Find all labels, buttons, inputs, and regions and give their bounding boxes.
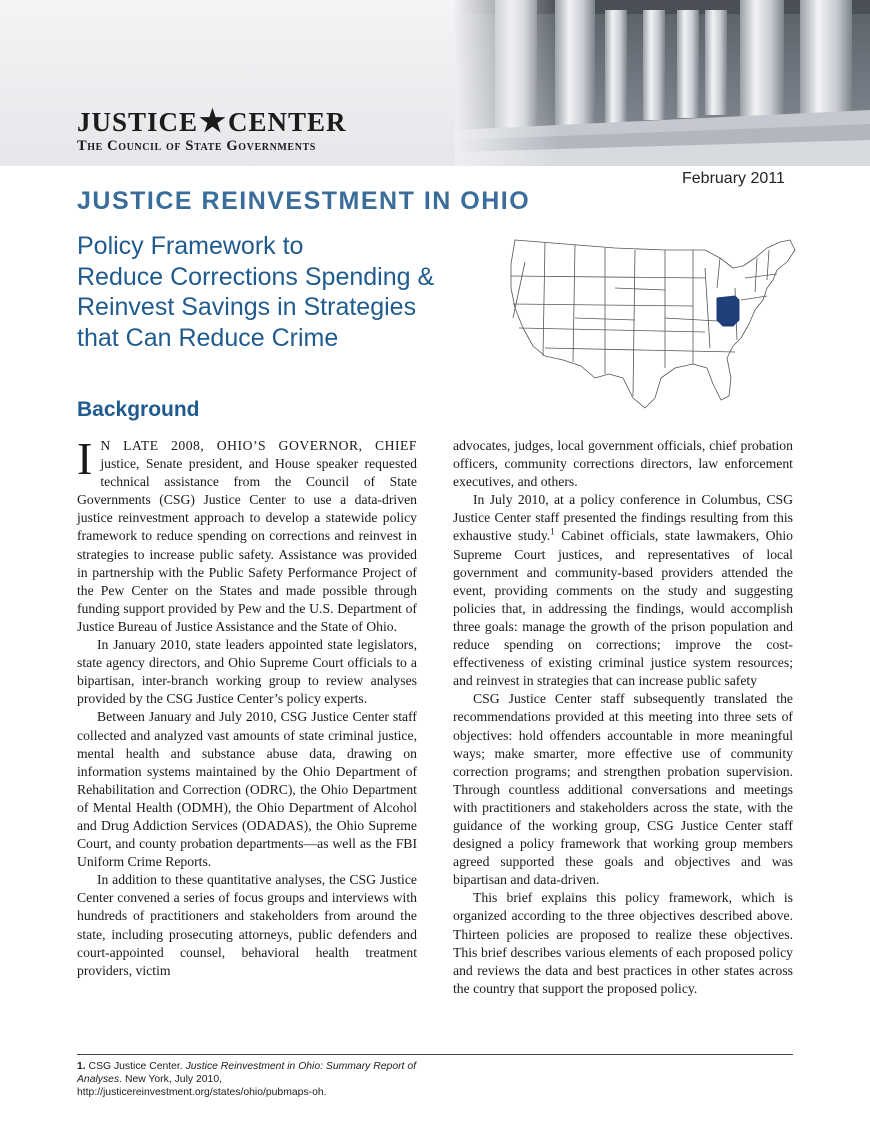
right-column	[453, 437, 793, 998]
star-icon: ★	[199, 105, 227, 138]
paragraph: Between January and July 2010, CSG Justice Center staff collected and analyzed vast amounts of state criminal justice, mental health and substance abuse data, drawing on information systems maintained by the Ohio Department of Rehabilitation and Correction (ODRC), the Ohio Department of Mental Health (ODMH), the Ohio Department of Alcohol and Drug Addiction Services (ODADAS), the Ohio Supreme Court, and county probation departments—as well as the FBI Uniform Crime Reports.	[77, 709, 417, 870]
paragraph: advocates, judges, local government officials, chief probation officers, community corrections directors, law enforcement executives, and others.	[453, 438, 793, 490]
logo-text-justice: JUSTICE	[77, 107, 199, 137]
us-outline	[511, 240, 795, 408]
title-line: Reduce Corrections Spending &	[77, 262, 435, 291]
footnote	[77, 1060, 437, 1099]
paragraph	[453, 491, 793, 690]
title-line: that Can Reduce Crime	[77, 323, 339, 352]
logo-subtitle: The Council of State Governments	[77, 138, 316, 154]
paragraph: In January 2010, state leaders appointed state legislators, state agency directors, and Ohio Supreme Court officials to a bipartisan, inter-branch working group to review analyses provided by the CSG Justice Center’s policy experts.	[77, 637, 417, 707]
left-column	[77, 433, 417, 980]
title-line: Policy Framework to	[77, 232, 304, 260]
footnote-title: Justice Reinvestment in Ohio: Summary Report of Analyses	[77, 1061, 416, 1085]
ohio-state	[717, 296, 739, 326]
paragraph-text: In July 2010, at a policy conference in Columbus, CSG Justice Center staff presented the findings resulting from this exhaustive study.	[453, 492, 793, 544]
page-title	[77, 231, 497, 353]
footnote-rest: . New York, July 2010, http://justicereinvestment.org/states/ohio/pubmaps-oh.	[77, 1074, 327, 1098]
footnote-author: CSG Justice Center.	[85, 1061, 186, 1072]
section-heading-background: Background	[77, 398, 200, 421]
paragraph-text: justice, Senate president, and House speaker requested technical assistance from the Council of State Governments (CSG) Justice Center to use a data-driven justice reinvestment approach to develop a statewide policy framework to reduce spending on corrections and reinvest in strategies to increase public safety. Assistance was provided in partnership with the Public Safety Performance Project of the Pew Center on the States and made possible through funding support provided by Pew and the U.S. Department of Justice Bureau of Justice Assistance and the State of Ohio.	[77, 456, 417, 634]
title-line: Reinvest Savings in Strategies	[77, 293, 417, 321]
us-map-ohio-highlighted	[505, 228, 805, 418]
drop-cap: I	[77, 433, 93, 484]
paragraph-text: Cabinet officials, state lawmakers, Ohio Supreme Court justices, and representatives of local government and community-based providers attended the event, providing comments on the study and suggesting policies that, in addressing the findings, would accomplish three goals: manage the growth of the prison population and reduce spending on corrections; improve the cost-effectiveness of existing criminal justice system resources; and reinvest in strategies that can increase public safety	[453, 528, 793, 689]
logo-text-center: CENTER	[227, 107, 347, 137]
paragraph: This brief explains this policy framework, which is organized according to the three objectives described above. Thirteen policies are proposed to realize these objectives. This brief describes various elements of each proposed policy and reviews the data and best practices in other states across the country that support the proposed policy.	[453, 890, 793, 996]
paragraph: CSG Justice Center staff subsequently translated the recommendations provided at this meeting into three sets of objectives: hold offenders accountable in more meaningful ways; make smarter, more effective use of community correction programs; and strengthen probation supervision. Through countless additional conversations and meetings with practitioners and stakeholders across the state, with the guidance of the working group, CSG Justice Center staff designed a policy framework that working group members agreed supported these goals and objectives and was bipartisan and data-driven.	[453, 691, 793, 888]
header-banner	[0, 0, 870, 166]
lede-text: N LATE 2008, OHIO’S GOVERNOR, CHIEF	[100, 438, 417, 453]
paragraph	[77, 433, 417, 636]
paragraph: In addition to these quantitative analyses, the CSG Justice Center convened a series of focus groups and interviews with hundreds of practitioners and stakeholders from around the state, including prosecuting attorneys, public defenders and court-appointed counsel, behavioral health treatment providers, victim	[77, 872, 417, 978]
justice-center-logo	[77, 105, 347, 155]
kicker-heading: JUSTICE REINVESTMENT IN OHIO	[77, 187, 531, 215]
footnote-divider	[77, 1054, 793, 1055]
footnote-number: 1.	[77, 1061, 86, 1072]
footnote-ref[interactable]: 1	[550, 526, 555, 537]
columns-photo	[455, 0, 870, 166]
publication-date: February 2011	[682, 170, 785, 187]
